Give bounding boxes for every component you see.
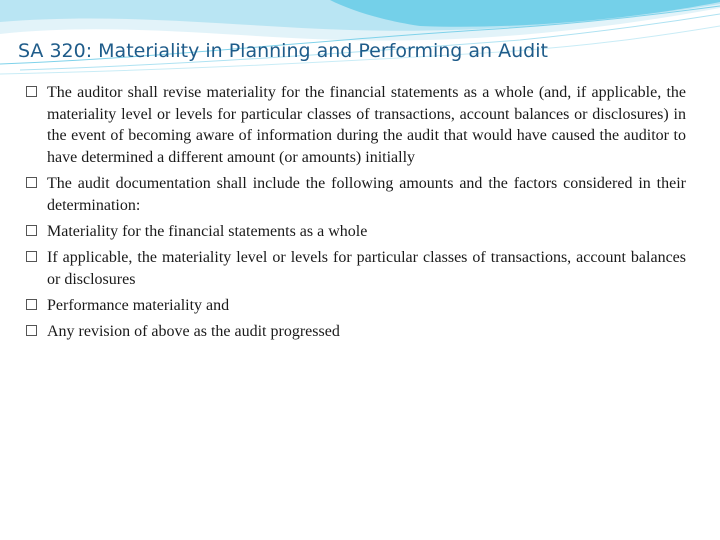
bullet-text: Any revision of above as the audit progressed (47, 322, 340, 340)
hollow-square-bullet-icon (26, 299, 37, 310)
slide-title: SA 320: Materiality in Planning and Performing an Audit (18, 40, 548, 62)
bullet-text: Performance materiality and (47, 296, 230, 314)
hollow-square-bullet-icon (26, 225, 37, 236)
bullet-text: If applicable, the materiality level or levels for particular classes of transactions, account balances or disclosures (47, 248, 686, 288)
bullet-text: Materiality for the financial statements as a whole (47, 222, 368, 240)
hollow-square-bullet-icon (26, 86, 37, 97)
list-item (26, 173, 686, 216)
list-item (26, 295, 686, 317)
list-item (26, 247, 686, 290)
hollow-square-bullet-icon (26, 177, 37, 188)
bullet-text: The audit documentation shall include the following amounts and the factors considered in their determination: (47, 174, 686, 214)
hollow-square-bullet-icon (26, 251, 37, 262)
bullet-list (26, 82, 686, 347)
hollow-square-bullet-icon (26, 325, 37, 336)
list-item (26, 82, 686, 168)
list-item (26, 221, 686, 243)
list-item (26, 321, 686, 343)
bullet-text: The auditor shall revise materiality for the financial statements as a whole (and, if applicable, the materiality level or levels for particular classes of transactions, account balances or disclosures) in the event of becoming aware of information during the audit that would have caused the auditor to have determined a different amount (or amounts) initially (47, 84, 686, 166)
